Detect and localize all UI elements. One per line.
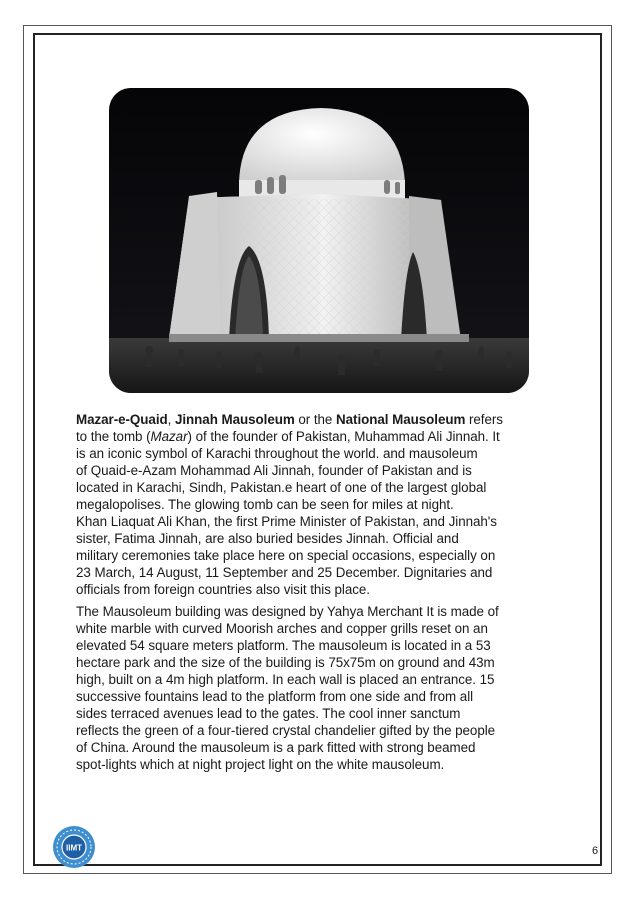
p1-line-5: located in Karachi, Sindh, Pakistan.e heart of one of the largest global	[76, 480, 487, 495]
p1-line-2: to the tomb (Mazar) of the founder of Pakistan, Muhammad Ali Jinnah. It	[76, 429, 500, 444]
p2-line: spot-lights which at night project light on the white mausoleum.	[76, 757, 445, 772]
p2-line: white marble with curved Moorish arches and copper grills reset on an	[76, 621, 488, 636]
paragraph-1	[76, 411, 566, 598]
p1-line-6: megalopolises. The glowing tomb can be seen for miles at night.	[76, 497, 454, 512]
p1-line-3: is an iconic symbol of Karachi throughout the world. and mausoleum	[76, 446, 478, 461]
mausoleum-photo	[109, 88, 529, 393]
p1-line-1: Mazar-e-Quaid, Jinnah Mausoleum or the National Mausoleum refers	[76, 412, 503, 427]
platform-steps	[169, 334, 469, 342]
p2-line: high, built on a 4m high platform. In each wall is placed an entrance. 15	[76, 672, 495, 687]
p1-line-8: sister, Fatima Jinnah, are also buried besides Jinnah. Official and	[76, 531, 459, 546]
p2-line: of China. Around the mausoleum is a park fitted with strong beamed	[76, 740, 476, 755]
iimt-logo	[52, 825, 96, 869]
p2-line: successive fountains lead to the platform from one side and from all	[76, 689, 474, 704]
p1-line-11: officials from foreign countries also visit this place.	[76, 582, 370, 597]
p1-line-10: 23 March, 14 August, 11 September and 25 December. Dignitaries and	[76, 565, 493, 580]
article-body	[76, 411, 566, 773]
p2-line: The Mausoleum building was designed by Yahya Merchant It is made of	[76, 604, 499, 619]
p2-line: elevated 54 square meters platform. The mausoleum is located in a 53	[76, 638, 491, 653]
p1-line-9: military ceremonies take place here on special occasions, especially on	[76, 548, 496, 563]
p2-line: reflects the green of a four-tiered crystal chandelier gifted by the people	[76, 723, 496, 738]
logo-text: IIMT	[66, 843, 82, 853]
plaza	[109, 338, 529, 393]
p1-line-4: of Quaid-e-Azam Mohammad Ali Jinnah, founder of Pakistan and is	[76, 463, 472, 478]
page-number: 6	[592, 845, 599, 857]
p1-line-7: Khan Liaquat Ali Khan, the first Prime Minister of Pakistan, and Jinnah's	[76, 514, 497, 529]
p2-line: sides terraced avenues lead to the gates. The cool inner sanctum	[76, 706, 461, 721]
p2-line: hectare park and the size of the building is 75x75m on ground and 43m	[76, 655, 495, 670]
logo-seal-icon	[52, 825, 96, 869]
paragraph-2	[76, 603, 566, 773]
mausoleum-illustration	[109, 88, 529, 393]
